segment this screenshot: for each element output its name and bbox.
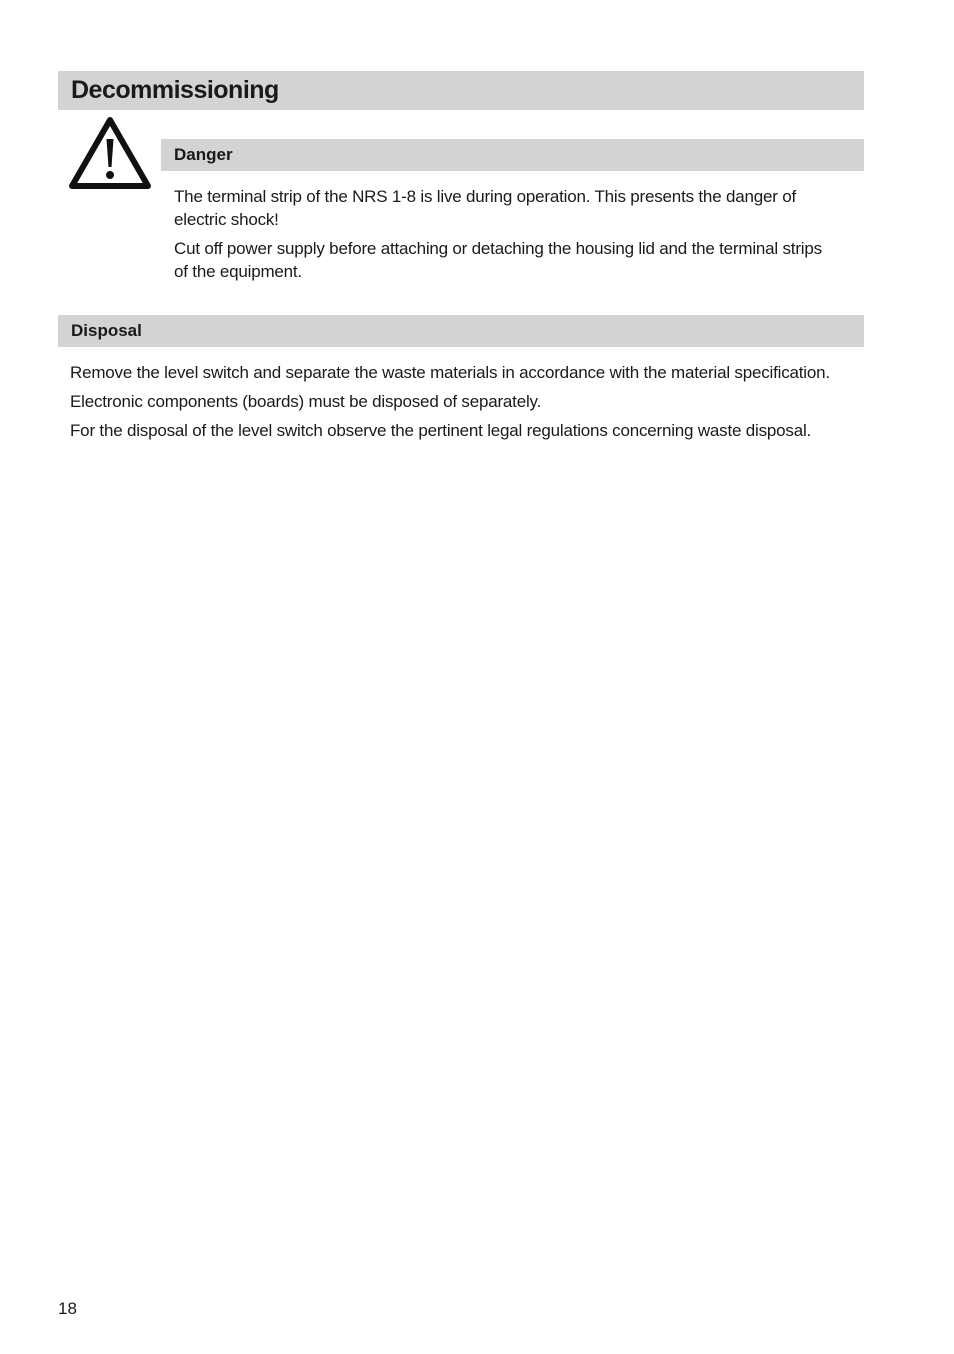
disposal-paragraph: Remove the level switch and separate the waste materials in accordance with the material specification. — [70, 363, 830, 382]
danger-heading-text: Danger — [174, 145, 233, 164]
warning-triangle-icon — [68, 115, 152, 190]
danger-text — [174, 185, 834, 289]
disposal-heading — [58, 315, 864, 347]
section-title — [58, 71, 864, 110]
disposal-paragraph: Electronic components (boards) must be disposed of separately. — [70, 392, 542, 411]
disposal-text — [70, 361, 860, 448]
danger-heading — [161, 139, 864, 171]
page-number: 18 — [58, 1299, 77, 1318]
danger-paragraph: Cut off power supply before attaching or detaching the housing lid and the terminal strips of the equipment. — [174, 239, 822, 281]
disposal-paragraph: For the disposal of the level switch observe the pertinent legal regulations concerning waste disposal. — [70, 421, 812, 440]
disposal-heading-text: Disposal — [71, 321, 142, 340]
section-title-text: Decommissioning — [71, 76, 279, 104]
danger-paragraph: The terminal strip of the NRS 1-8 is live during operation. This presents the danger of electric shock! — [174, 187, 797, 229]
